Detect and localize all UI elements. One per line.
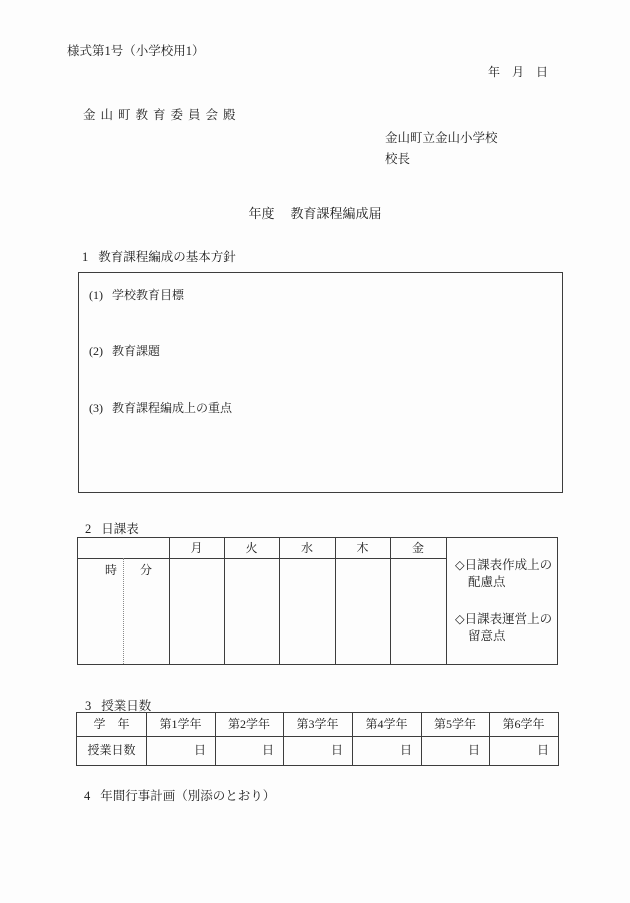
policy-item-school-goals bbox=[89, 286, 184, 303]
class-days-unit-grade-5: 日 bbox=[467, 743, 480, 757]
grade-2-header: 第2学年 bbox=[227, 717, 270, 731]
diamond-icon: ◇ bbox=[455, 558, 465, 572]
grade-1-header: 第1学年 bbox=[159, 717, 202, 731]
section-2-number: 2 bbox=[85, 522, 92, 536]
section-2-heading bbox=[85, 519, 139, 537]
class-days-row-label: 授業日数 bbox=[87, 743, 136, 757]
section-1-title: 教育課程編成の基本方針 bbox=[98, 250, 236, 264]
grade-4-header: 第4学年 bbox=[365, 717, 408, 731]
day-header-fri: 金 bbox=[411, 541, 424, 555]
section-1-number: 1 bbox=[82, 250, 89, 264]
class-days-unit-grade-3: 日 bbox=[330, 743, 343, 757]
school-name: 金山町立金山小学校 bbox=[385, 131, 498, 145]
section-1-heading bbox=[82, 247, 236, 265]
note-creation-considerations bbox=[455, 557, 553, 591]
policy-item-curriculum-focus bbox=[89, 399, 232, 416]
section-4-number: 4 bbox=[84, 789, 91, 803]
note-text: 日課表作成上の bbox=[464, 558, 553, 572]
class-days-table bbox=[76, 712, 559, 766]
policy-item-label: 教育課程編成上の重点 bbox=[112, 401, 233, 415]
sender-block bbox=[385, 128, 498, 170]
policy-item-education-issues bbox=[89, 342, 160, 359]
note-text: 留意点 bbox=[468, 629, 506, 643]
document-title bbox=[0, 203, 630, 222]
title-year-prefix: 年度 bbox=[248, 206, 275, 221]
schedule-notes-cell bbox=[447, 538, 557, 645]
grade-5-header: 第5学年 bbox=[433, 717, 476, 731]
policy-item-label: 教育課題 bbox=[112, 344, 161, 358]
day-header-thu: 木 bbox=[356, 541, 369, 555]
section-4-title: 年間行事計画（別添のとおり） bbox=[100, 789, 276, 803]
form-number: 様式第1号（小学校用1） bbox=[67, 44, 205, 58]
policy-item-number: (2) bbox=[89, 344, 103, 358]
note-text: 配慮点 bbox=[468, 575, 506, 589]
hour-column-label: 時 bbox=[104, 563, 117, 577]
grade-3-header: 第3学年 bbox=[296, 717, 339, 731]
title-main: 教育課程編成届 bbox=[290, 206, 382, 221]
note-text: 日課表運営上の bbox=[464, 612, 553, 626]
diamond-icon: ◇ bbox=[455, 612, 465, 626]
class-days-unit-grade-6: 日 bbox=[536, 743, 549, 757]
minute-column-label: 分 bbox=[139, 563, 152, 577]
section-3-number: 3 bbox=[85, 699, 92, 713]
class-days-unit-grade-4: 日 bbox=[399, 743, 412, 757]
policy-item-label: 学校教育目標 bbox=[112, 288, 185, 302]
date-line: 年 月 日 bbox=[488, 65, 549, 79]
policy-item-number: (3) bbox=[89, 401, 103, 415]
policy-item-number: (1) bbox=[89, 288, 103, 302]
day-header-mon: 月 bbox=[190, 541, 203, 555]
grade-6-header: 第6学年 bbox=[502, 717, 545, 731]
class-days-unit-grade-2: 日 bbox=[261, 743, 274, 757]
principal-label: 校長 bbox=[385, 152, 411, 166]
section-2-title: 日課表 bbox=[101, 522, 139, 536]
grade-header: 学 年 bbox=[93, 717, 130, 731]
day-header-wed: 水 bbox=[300, 541, 313, 555]
day-header-tue: 火 bbox=[245, 541, 258, 555]
note-operation-cautions bbox=[455, 611, 553, 645]
section-4-heading bbox=[84, 786, 275, 804]
class-days-unit-grade-1: 日 bbox=[193, 743, 206, 757]
policy-box bbox=[78, 272, 563, 493]
addressee-line: 金山町教育委員会殿 bbox=[83, 108, 241, 122]
section-3-title: 授業日数 bbox=[101, 699, 152, 713]
daily-schedule-table bbox=[77, 537, 558, 665]
